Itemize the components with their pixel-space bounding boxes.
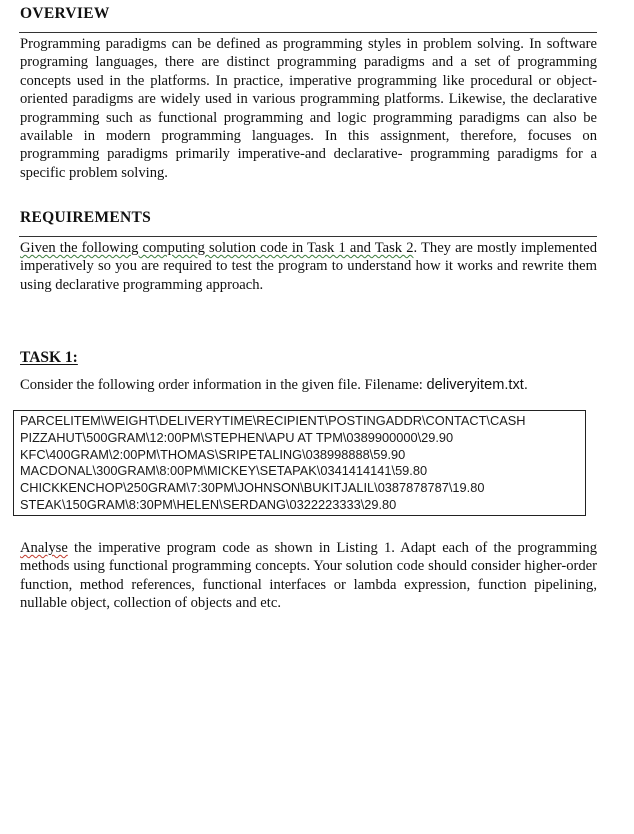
task1-consider-text: Consider the following order information in the given file. Filename: <box>20 377 427 393</box>
requirements-divider <box>19 236 597 237</box>
overview-paragraph: Programming paradigms can be defined as programming styles in problem solving. In software programing languages, there are distinct programming paradigms and a set of programming concepts used in the platforms. In practice, imperative programming like procedural or object-oriented paradigms are widely used in various programming platforms. Likewise, the declarative programming such as functional programming and logic programming paradigms can also be available in modern programming languages. In this assignment, therefore, focuses on programming paradigms primarily imperative-and declarative- programming paradigms for a specific problem solving. <box>20 36 597 181</box>
task1-consider-line <box>20 376 610 394</box>
delivery-data-box <box>13 410 586 516</box>
requirements-paragraph <box>20 239 597 294</box>
task1-title: TASK 1: <box>20 349 78 366</box>
task1-instructions-text: the imperative program code as shown in Listing 1. Adapt each of the programming methods using functional programming concepts. Your solution code should consider higher-order function, method references, functional interfaces or lambda expression, function pipelining, nullable object, collection of objects and etc. <box>20 540 597 612</box>
requirements-rest-text: . They are mostly implemented imperatively so you are required to test the program to understand how it works and rewrite them using declarative programming approach. <box>20 240 597 293</box>
data-line: KFC\400GRAM\2:00PM\THOMAS\SRIPETALING\038998888\59.90 <box>20 446 406 462</box>
data-line: CHICKKENCHOP\250GRAM\7:30PM\JOHNSON\BUKITJALIL\0387878787\19.80 <box>20 480 485 496</box>
data-line: PIZZAHUT\500GRAM\12:00PM\STEPHEN\APU AT TPM\0389900000\29.90 <box>20 429 454 445</box>
overview-divider <box>19 32 597 33</box>
requirements-underlined-text: Given the following computing solution code in Task 1 and Task 2 <box>20 240 414 256</box>
task1-instructions <box>20 539 597 613</box>
requirements-heading: REQUIREMENTS <box>20 209 152 226</box>
data-line: STEAK\150GRAM\8:30PM\HELEN\SERDANG\0322223333\29.80 <box>20 496 397 512</box>
overview-heading: OVERVIEW <box>20 5 110 22</box>
data-line-header: PARCELITEM\WEIGHT\DELIVERYTIME\RECIPIENT\POSTINGADDR\CONTACT\CASH <box>20 413 526 428</box>
data-line: MACDONAL\300GRAM\8:00PM\MICKEY\SETAPAK\0341414141\59.80 <box>20 463 428 479</box>
task1-filename: deliveryitem.txt. <box>426 377 528 393</box>
task1-analyse-word: Analyse <box>20 540 68 556</box>
